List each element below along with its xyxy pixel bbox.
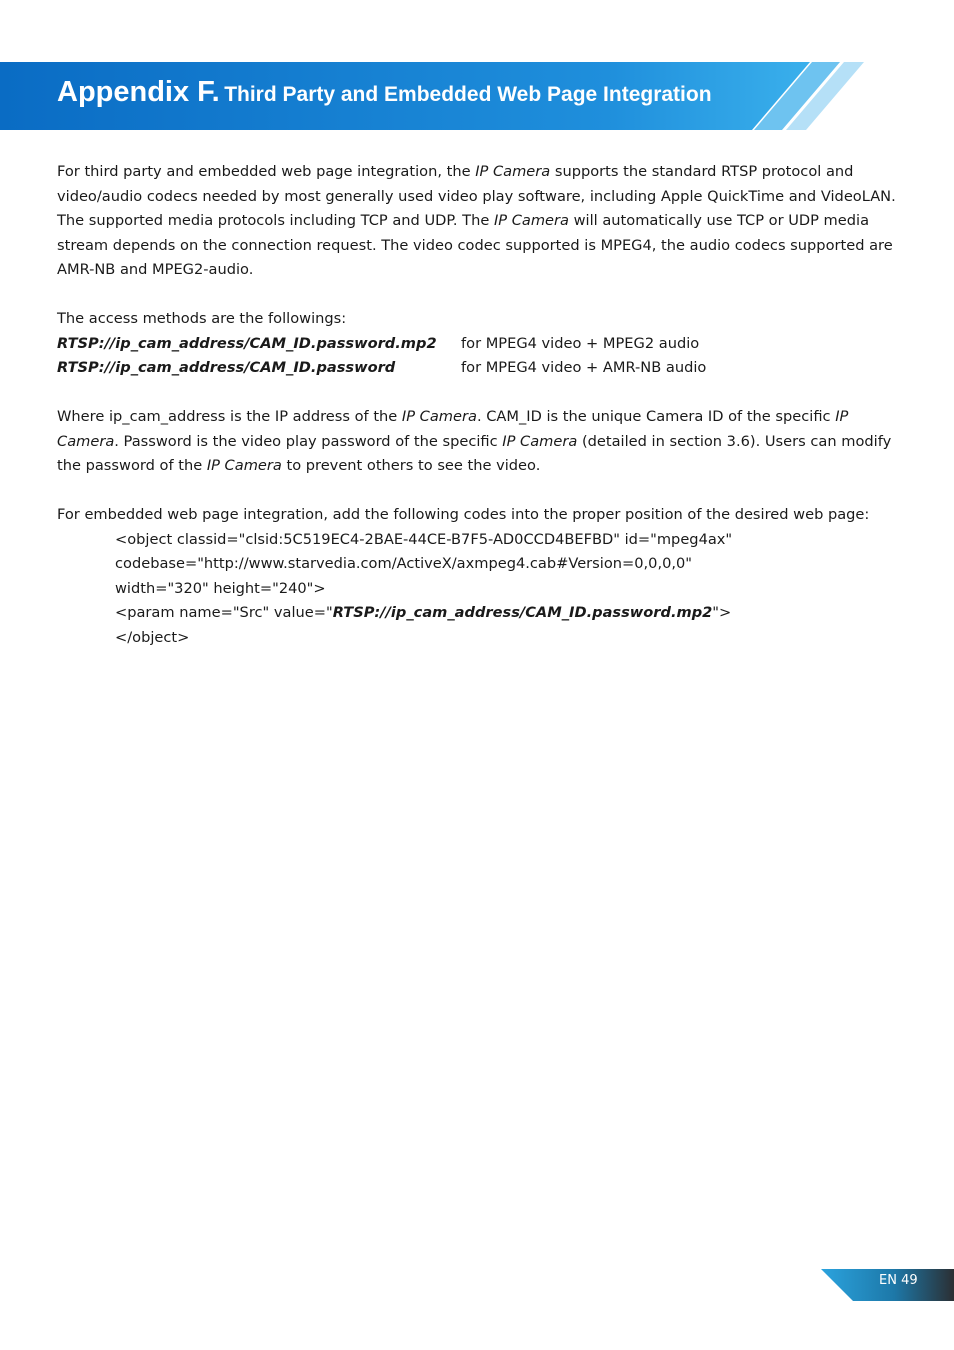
param-rtsp-url: RTSP://ip_cam_address/CAM_ID.password.mp2 [332, 604, 713, 621]
rtsp-url: RTSP://ip_cam_address/CAM_ID.password.mp2 [57, 334, 437, 352]
code-line: <object classid="clsid:5C519EC4-2BAE-44CE-B7F5-AD0CCD4BEFBD" id="mpeg4ax" [115, 530, 733, 548]
document-body [57, 160, 897, 650]
appendix-title: Third Party and Embedded Web Page Integration [224, 83, 712, 106]
rtsp-url-description: for MPEG4 video + AMR-NB audio [461, 359, 707, 376]
text-run: . CAM_ID is the unique Camera ID of the specific [476, 408, 836, 425]
access-methods-heading: The access methods are the followings: [57, 310, 347, 327]
access-method-row [57, 356, 897, 381]
embed-code-block [57, 528, 897, 651]
ip-camera-term: IP Camera [206, 457, 282, 474]
text-run: For third party and embedded web page integration, the [57, 163, 476, 180]
text-run: will automatically use TCP or UDP media stream depends on the connection request. The video codec supported is MPEG4, the audio codecs supported are AMR-NB and MPEG2-audio. [57, 212, 893, 278]
text-run: (detailed in section 3.6). Users can modify the password of the [57, 432, 892, 474]
text-run: Where ip_cam_address is the IP address of the [57, 408, 402, 425]
ip-camera-term: IP Camera [475, 163, 551, 180]
rtsp-url-description: for MPEG4 video + MPEG2 audio [461, 334, 700, 352]
where-paragraph [57, 405, 897, 479]
text-run: . Password is the video play password of the specific [114, 432, 503, 450]
page-footer-tab [821, 1269, 954, 1301]
code-line: width="320" height="240"> [115, 579, 326, 597]
ip-camera-term: IP Camera [57, 408, 849, 450]
rtsp-url: RTSP://ip_cam_address/CAM_ID.password [57, 359, 396, 376]
text-run: supports the standard RTSP protocol and video/audio codecs needed by most generally used video play software, including Apple QuickTime and VideoLAN. The supported media protocols including TCP and UDP. The [57, 163, 896, 229]
page-title [57, 76, 712, 109]
text-run: <param name="Src" value=" [115, 604, 333, 621]
appendix-header-banner [0, 62, 954, 130]
embed-intro-paragraph: For embedded web page integration, add the following codes into the proper position of the desired web page: [57, 506, 870, 523]
ip-camera-term: IP Camera [493, 212, 569, 229]
page-number: EN 49 [879, 1273, 918, 1288]
code-line-param [115, 601, 897, 626]
code-line: codebase="http://www.starvedia.com/ActiveX/axmpeg4.cab#Version=0,0,0,0" [115, 555, 693, 572]
text-run: "> [712, 604, 732, 621]
access-method-row [57, 332, 897, 357]
text-run: to prevent others to see the video. [281, 457, 541, 474]
code-line: </object> [115, 628, 190, 646]
ip-camera-term: IP Camera [502, 432, 578, 450]
appendix-label: Appendix F. [57, 76, 220, 108]
intro-paragraph [57, 160, 897, 283]
ip-camera-term: IP Camera [401, 408, 477, 425]
